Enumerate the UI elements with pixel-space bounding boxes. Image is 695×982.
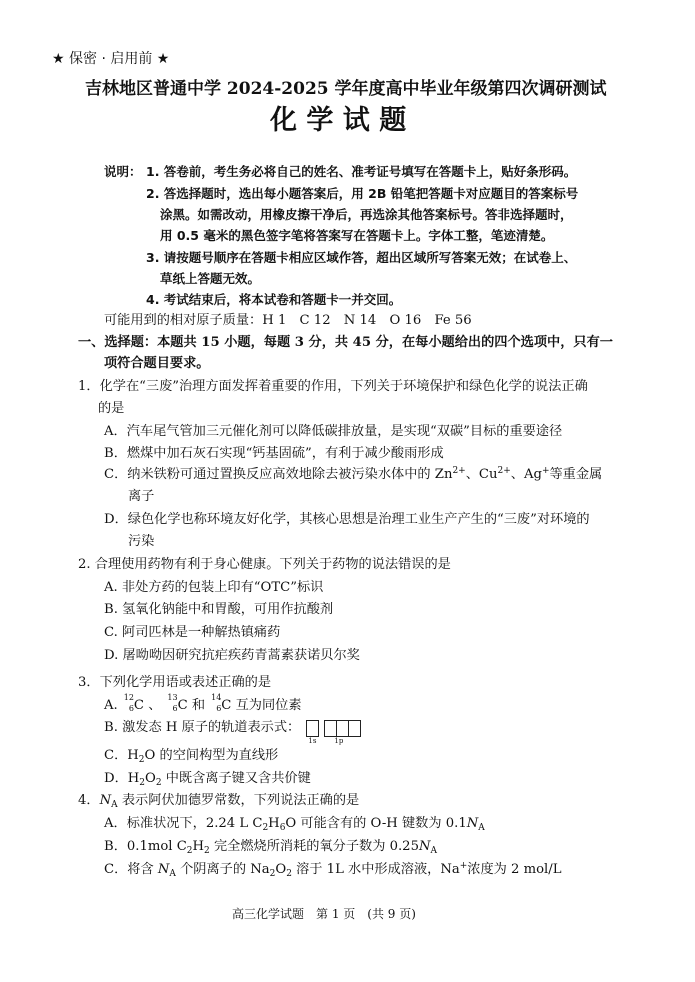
atomic-mass-line: 可能用到的相对原子质量：H 1 C 12 N 14 O 16 Fe 56 [104, 313, 472, 328]
instruction-1: 1. 答卷前，考生务必将自己的姓名、准考证号填写在答题卡上，贴好条形码。 [146, 164, 577, 179]
q4-option-c: C．将含 $N_A$ 个阴离子的 $Na_2O_2$ 溶于 1L 水中形成溶液，Na+浓度为 2 mol/L [104, 861, 562, 879]
q1-option-a: A．汽车尾气管加三元催化剂可以降低碳排放量，是实现“双碳”目标的重要途径 [104, 424, 563, 439]
orbital-diagram [306, 720, 361, 743]
orbital-1s-box [306, 720, 319, 737]
confidential-mark: ★ 保密 · 启用前 ★ [52, 51, 170, 67]
page-footer: 高三化学试题 第 1 页 (共 9 页) [232, 907, 416, 921]
q2-stem: 2. 合理使用药物有利于身心健康。下列关于药物的说法错误的是 [78, 557, 451, 572]
orbital-1p-box-1 [324, 720, 336, 737]
section1-heading: 一、选择题：本题共 15 小题，每题 3 分，共 45 分，在每小题给出的四个选项中，只有一 [78, 335, 613, 350]
instruction-2a: 2. 答选择题时，选出每小题答案后，用 2B 铅笔把答题卡对应题目的答案标号 [146, 186, 579, 201]
q4-stem: 4．$N_A$ 表示阿伏加德罗常数，下列说法正确的是 [78, 793, 360, 810]
q1-option-b: B．燃煤中加石灰石实现“钙基固硫”，有利于减少酸雨形成 [104, 446, 444, 461]
instruction-3a: 3. 请按题号顺序在答题卡相应区域作答，超出区域所写答案无效；在试卷上、 [146, 250, 577, 265]
instructions-lead: 说明： [104, 164, 142, 179]
q4-option-a: A．标准状况下，2.24 L $C_2H_6O$ 可能含有的 O-H 键数为 $0.1N_A$ [104, 816, 485, 833]
instruction-2c: 用 0.5 毫米的黑色签字笔将答案写在答题卡上。字体工整，笔迹清楚。 [160, 228, 554, 243]
q1-stem-cont: 的是 [98, 401, 125, 416]
q2-option-b: B. 氢氧化钠能中和胃酸，可用作抗酸剂 [104, 602, 334, 617]
q3-option-c: C．$H_2O$ 的空间构型为直线形 [104, 748, 279, 765]
q1-stem: 1．化学在“三废”治理方面发挥着重要的作用，下列关于环境保护和绿色化学的说法正确 [78, 379, 588, 394]
instruction-3b: 草纸上答题无效。 [160, 271, 261, 286]
orbital-1p-box-3 [348, 720, 361, 737]
q1-option-c-cont: 离子 [128, 489, 155, 504]
q3-option-a: A. 12 6 C 、 13 6 C 和 14 6 C 互为同位素 [104, 693, 302, 713]
q2-option-d: D. 屠呦呦因研究抗疟疾药青蒿素获诺贝尔奖 [104, 648, 360, 663]
orbital-1p-box-2 [336, 720, 348, 737]
q4-option-b: B．0.1mol $C_2H_2$ 完全燃烧所消耗的氧分子数为 $0.25N_A$ [104, 839, 438, 856]
q3-option-d: D．$H_2O_2$ 中既含离子键又含共价键 [104, 771, 311, 788]
exam-title: 吉林地区普通中学 2024-2025 学年度高中毕业年级第四次调研测试 [85, 79, 607, 99]
instruction-4: 4. 考试结束后，将本试卷和答题卡一并交回。 [146, 292, 402, 307]
q1-option-d: D．绿色化学也称环境友好化学，其核心思想是治理工业生产产生的“三废”对环境的 [104, 512, 590, 527]
q3-option-b: B. 激发态 H 原子的轨道表示式： 1s 1p [104, 719, 361, 743]
subject-title: 化 学 试 题 [270, 105, 407, 136]
q2-option-c: C. 阿司匹林是一种解热镇痛药 [104, 625, 281, 640]
q1-option-c: C．纳米铁粉可通过置换反应高效地除去被污染水体中的 $Zn^{2+}$、$Cu^{2+}$、Ag+等重金属 [104, 466, 603, 482]
orbital-label-1s: 1s [308, 737, 317, 745]
orbital-label-1p: 1p [334, 737, 344, 745]
q2-option-a: A. 非处方药的包装上印有“OTC”标识 [104, 580, 324, 595]
q1-option-d-cont: 污染 [128, 534, 155, 549]
section1-heading-cont: 项符合题目要求。 [104, 356, 210, 371]
q3-stem: 3．下列化学用语或表述正确的是 [78, 675, 272, 690]
instruction-2b: 涂黑。如需改动，用橡皮擦干净后，再选涂其他答案标号。答非选择题时， [160, 207, 573, 222]
